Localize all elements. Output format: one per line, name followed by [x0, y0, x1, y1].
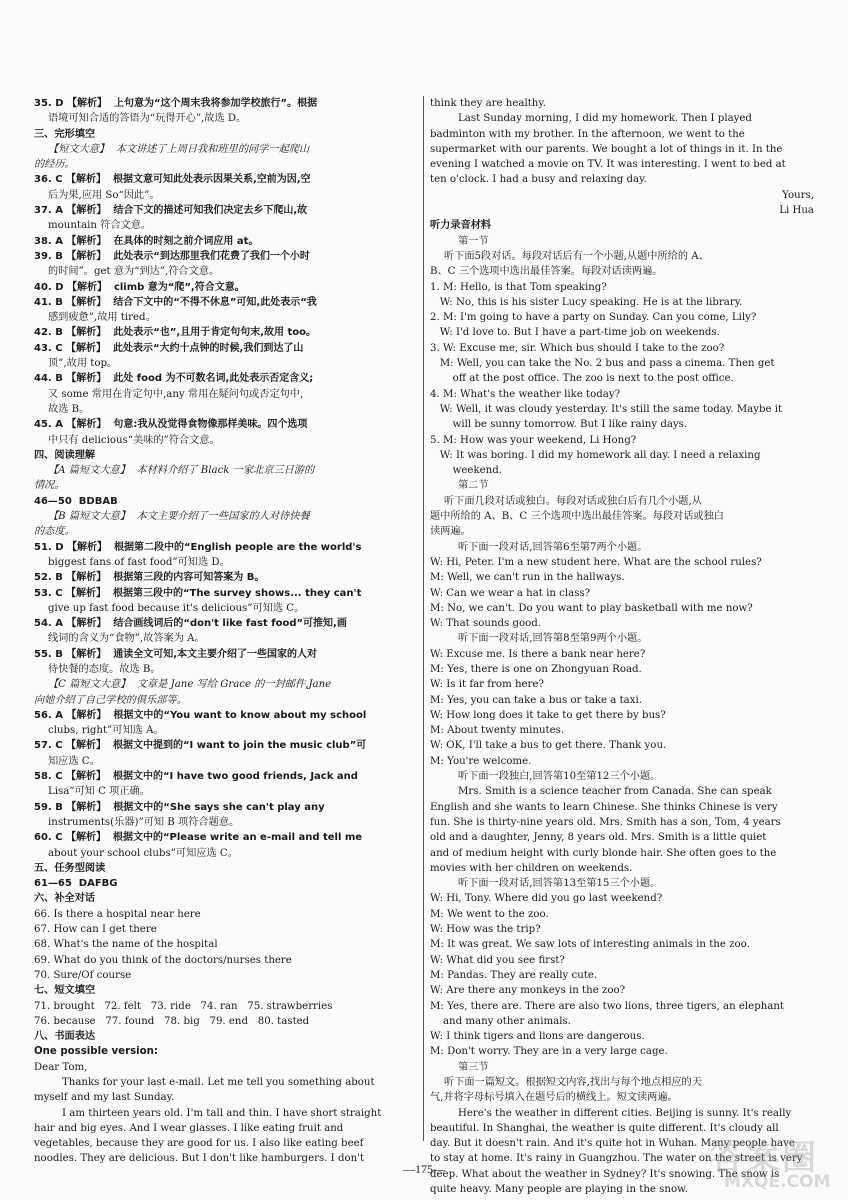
left-text-line: One possible version: [34, 1046, 158, 1058]
right-text-line: W: Excuse me. Is there a bank near here? [430, 648, 646, 660]
watermark-text-top: 答案圈 [710, 1138, 818, 1178]
right-text-line: W: Well, it was cloudy yesterday. It's still the same today. Maybe it [430, 403, 783, 415]
left-text-line: 【短文大意】 本文讲述了上周日我和班里的同学一起爬山 [48, 143, 310, 155]
right-text-line: B、C 三个选项中选出最佳答案。每段对话读两遍。 [430, 266, 663, 278]
left-text-line: 线词的含义为“食物”,故答案为 A。 [48, 633, 205, 645]
right-text-line: quite heavy. Many people are playing in the snow. [430, 1184, 688, 1196]
left-text-line: 67. How can I get there [34, 924, 157, 936]
right-text-line: Li Hua [779, 205, 814, 217]
right-text-line: W: Hi, Peter. I'm a new student here. What are the school rules? [430, 556, 762, 568]
right-text-line: W: It was boring. I did my homework all day. I need a relaxing [430, 449, 761, 461]
right-text-line: M: Pandas. They are really cute. [430, 969, 598, 981]
right-text-line: 4. M: What's the weather like today? [430, 388, 621, 400]
watermark-logo [700, 1130, 840, 1196]
left-text-line: 【B 篇短文大意】 本文主要介绍了一些国家的人对待快餐 [48, 511, 310, 523]
left-text-line: instruments(乐器)”可知 B 项符合题意。 [48, 816, 240, 828]
left-text-line: 六、补全对话 [34, 893, 96, 905]
left-text-line: 53. C 【解析】 根据第三段中的“The survey shows... they can't [34, 587, 362, 599]
left-column [34, 96, 418, 1167]
left-text-line: 60. C 【解析】 根据文中的“Please write an e-mail and tell me [34, 832, 363, 844]
right-text-line: to stay at home. It's rainy in Guangzhou. The water on the street is very [430, 1153, 803, 1165]
right-text-line: M: Don't worry. They are in a very large cage. [430, 1046, 668, 1058]
left-text-line: 69. What do you think of the doctors/nurses there [34, 954, 292, 966]
left-text-line: 向她介绍了自己学校的俱乐部等。 [34, 694, 187, 706]
left-text-line: clubs, right”可知选 A。 [48, 725, 164, 737]
right-text-line: 听下面一篇短文。根据短文内容,找出与每个地点相应的天 [444, 1077, 702, 1088]
left-text-line: 【C 篇短文大意】 文章是 Jane 写给 Grace 的一封邮件,Jane [48, 679, 332, 691]
left-text-line: noodles. They are delicious. But I don't like hamburgers. I don't [34, 1153, 365, 1165]
right-text-line: 听下面5段对话。每段对话后有一个小题,从题中所给的 A、 [444, 250, 709, 262]
right-text-line: W: How long does it take to get there by bus? [430, 709, 666, 721]
right-text-line: English and she wants to learn Chinese. She thinks Chinese is very [430, 801, 778, 813]
right-text-line: W: I'd love to. But I have a part-time job on weekends. [430, 327, 720, 339]
right-text-line: Here's the weather in different cities. Beijing is sunny. It's really [458, 1107, 792, 1119]
left-text-line: 59. B 【解析】 根据文中的“She says she can't play any [34, 801, 325, 813]
left-text-line: give up fast food because it's delicious”可知选 C。 [48, 602, 305, 614]
right-column [430, 96, 814, 1197]
left-text-line: 61—65 DAFBG [34, 878, 118, 890]
right-text-line: 读两遍。 [430, 526, 471, 538]
left-text-line: 58. C 【解析】 根据文中的“I have two good friends, Jack and [34, 771, 358, 783]
right-text-line: will be sunny tomorrow. But I like rainy days. [430, 419, 688, 431]
left-text-line: about your school clubs”可知应选 C。 [48, 847, 238, 859]
right-text-line: 题中所给的 A、B、C 三个选项中选出最佳答案。每段对话或独白 [430, 511, 724, 523]
left-text-line: 后为果,应用 So“因此”。 [48, 189, 160, 201]
right-text-line: W: Can we wear a hat in class? [430, 587, 591, 599]
left-text-line: 44. B 【解析】 此处 food 为不可数名词,此处表示否定含义; [34, 373, 314, 385]
right-text-line: off at the post office. The zoo is next to the post office. [430, 373, 734, 385]
left-text-line: 中只有 delicious“美味的”符合文意。 [48, 434, 220, 446]
left-text-line: 的时间”。get 意为“到达”,符合文意。 [48, 266, 220, 278]
left-text-line: biggest fans of fast food”可知选 D。 [48, 556, 230, 568]
left-text-line: 的态度。 [34, 526, 75, 538]
left-text-line: 五、任务型阅读 [34, 862, 106, 874]
right-text-line: movies with her children on weekends. [430, 862, 633, 874]
left-text-line: vegetables, because they are good for us. I also like eating beef [34, 1138, 364, 1150]
left-text-line: 故选 B。 [48, 403, 90, 415]
right-text-line: 5. M: How was your weekend, Li Hong? [430, 434, 637, 446]
left-text-line: 八、书面表达 [34, 1031, 96, 1043]
left-text-line: 56. A 【解析】 根据文中的“You want to know about my school [34, 709, 367, 721]
right-text-line: 听下面几段对话或独白。每段对话或独白后有几个小题,从 [444, 495, 702, 507]
right-text-line: M: Well, you can take the No. 2 bus and pass a cinema. Then get [430, 358, 775, 370]
right-text-line: evening I watched a movie on TV. It was interesting. I went to bed at [430, 159, 786, 171]
right-text-line: badminton with my brother. In the afternoon, we went to the [430, 128, 745, 140]
left-text-line: 待快餐的态度。故选 B。 [48, 663, 161, 675]
right-text-line: Last Sunday morning, I did my homework. Then I played [458, 113, 752, 125]
left-text-line: Dear Tom, [34, 1061, 88, 1073]
left-text-line: 39. B 【解析】 此处表示“到达那里我们花费了我们一个小时 [34, 250, 310, 262]
right-text-line: W: Is it far from here? [430, 679, 544, 691]
right-text-line: weekend. [430, 465, 502, 477]
right-text-line: day. But it doesn't rain. And it's quite hot in Wuhan. Many people have [430, 1138, 795, 1150]
left-text-line: 【A 篇短文大意】 本材料介绍了 Black 一家北京三日游的 [48, 465, 315, 477]
left-text-line: Lisa”可知 C 项正确。 [48, 786, 150, 798]
right-text-line: Yours, [782, 189, 814, 201]
left-text-line: 38. A 【解析】 在具体的时刻之前介词应用 at。 [34, 235, 259, 247]
right-text-line: M: We went to the zoo. [430, 908, 549, 920]
right-text-line: 听下面一段独白,回答第10至第12三个小题。 [458, 771, 661, 783]
left-text-line: 54. A 【解析】 结合画线词后的“don't like fast food”可推知,画 [34, 618, 347, 630]
left-text-line: 语境可知合适的答语为“玩得开心”,故选 D。 [48, 113, 247, 125]
right-text-line: 听下面一段对话,回答第6至第7两个小题。 [458, 541, 648, 553]
column-divider [423, 96, 424, 1141]
left-text-line: 46—50 BDBAB [34, 495, 118, 507]
left-text-line: 57. C 【解析】 根据文中提到的“I want to join the music club”可 [34, 740, 367, 752]
left-text-line: 41. B 【解析】 结合下文中的“不得不休息”可知,此处表示“我 [34, 296, 317, 308]
left-text-line: I am thirteen years old. I'm tall and thin. I have short straight [62, 1107, 382, 1119]
right-text-line: M: About twenty minutes. [430, 725, 565, 737]
right-text-line: supermarket with our parents. We bought a lot of things in it. In the [430, 143, 783, 155]
left-text-line: 七、短文填空 [34, 985, 96, 997]
right-text-line: deep. What about the weather in Sydney? It's snowing. The snow is [430, 1168, 780, 1180]
right-text-line: M: Well, we can't run in the hallways. [430, 572, 625, 584]
right-text-line: W: Are there any monkeys in the zoo? [430, 985, 626, 997]
right-text-line: W: No, this is his sister Lucy speaking. He is at the library. [430, 296, 743, 308]
left-text-line: Thanks for your last e-mail. Let me tell you something about [62, 1077, 375, 1088]
left-text-line: 36. C 【解析】 根据文意可知此处表示因果关系,空前为因,空 [34, 174, 311, 186]
right-text-line: beautiful. In Shanghai, the weather is quite different. It's cloudy all [430, 1122, 779, 1134]
right-text-line: old and a daughter, Jenny, 8 years old. Mrs. Smith is a little quiet [430, 832, 767, 844]
right-text-line: fun. She is thirty-nine years old. Mrs. Smith has a son, Tom, 4 years [430, 816, 781, 828]
right-text-line: W: Hi, Tony. Where did you go last weekend? [430, 893, 663, 905]
left-text-line: 68. What's the name of the hospital [34, 939, 218, 951]
page-number: —175— [403, 1162, 445, 1176]
left-text-line: 51. D 【解析】 根据第二段中的“English people are the world's [34, 541, 362, 553]
right-text-line: 第二节 [458, 480, 489, 492]
left-text-line: hair and big eyes. And I wear glasses. I like eating fruit and [34, 1122, 344, 1134]
right-text-line: 第三节 [458, 1061, 489, 1073]
left-text-line: 顶”,故用 top。 [48, 358, 118, 370]
right-text-line: Mrs. Smith is a science teacher from Canada. She can speak [458, 786, 772, 798]
right-text-line: M: Yes, there are. There are also two lions, three tigers, an elephant [430, 1000, 785, 1012]
left-text-line: 又 some 常用在肯定句中,any 常用在疑问句或否定句中, [48, 388, 304, 400]
right-text-line: 2. M: I'm going to have a party on Sunday. Can you come, Lily? [430, 312, 757, 324]
left-text-line: 55. B 【解析】 通读全文可知,本文主要介绍了一些国家的人对 [34, 648, 318, 660]
left-text-line: 71. brought 72. felt 73. ride 74. ran 75. strawberries [34, 1000, 333, 1012]
left-text-line: 76. because 77. found 78. big 79. end 80. tasted [34, 1015, 310, 1027]
right-text-line: 3. W: Excuse me, sir. Which bus should I take to the zoo? [430, 342, 725, 354]
right-text-line: W: OK, I'll take a bus to get there. Thank you. [430, 740, 667, 752]
right-text-line: 听下面一段对话,回答第13至第15三个小题。 [458, 878, 661, 890]
left-text-line: 的经历。 [34, 159, 75, 171]
right-text-line: 气,并将字母标号填入在题号后的横线上。短文读两遍。 [430, 1092, 678, 1104]
right-text-line: and of medium height with curly blonde hair. She often goes to the [430, 847, 777, 859]
left-text-line: 37. A 【解析】 结合下文的描述可知我们决定去乡下爬山,故 [34, 205, 308, 217]
right-text-line: W: What did you see first? [430, 954, 565, 966]
right-text-line: M: Yes, you can take a bus or take a taxi. [430, 694, 642, 706]
right-text-line: M: No, we can't. Do you want to play basketball with me now? [430, 602, 753, 614]
left-text-line: myself and my last Sunday. [34, 1092, 175, 1104]
right-text-line: 听下面一段对话,回答第8至第9两个小题。 [458, 633, 648, 645]
left-text-line: 70. Sure/Of course [34, 969, 132, 981]
right-text-line: M: Yes, there is one on Zhongyuan Road. [430, 663, 642, 675]
right-text-line: 1. M: Hello, is that Tom speaking? [430, 281, 607, 293]
left-text-line: mountain 符合文意。 [48, 220, 152, 232]
left-text-line: 情况。 [34, 480, 65, 492]
right-text-line: M: It was great. We saw lots of interesting animals in the zoo. [430, 939, 750, 951]
right-text-line: 听力录音材料 [430, 220, 492, 232]
left-text-line: 52. B 【解析】 根据第三段的内容可知答案为 B。 [34, 572, 265, 584]
watermark-text-bottom: MXQE.COM [724, 1172, 831, 1192]
left-text-line: 35. D 【解析】 上句意为“这个周末我将参加学校旅行”。根据 [34, 98, 318, 109]
left-text-line: 三、完形填空 [34, 128, 96, 140]
right-text-line: and many other animals. [430, 1015, 571, 1027]
right-text-line: ten o'clock. I had a busy and relaxing day. [430, 174, 647, 186]
left-text-line: 感到疲惫”,故用 tired。 [48, 312, 156, 324]
left-text-line: 42. B 【解析】 此处表示“也”,且用于肯定句句末,故用 too。 [34, 327, 317, 339]
right-text-line: 第一节 [458, 235, 489, 247]
right-text-line: W: I think tigers and lions are dangerous. [430, 1031, 645, 1043]
left-text-line: 66. Is there a hospital near here [34, 908, 201, 920]
right-text-line: think they are healthy. [430, 98, 546, 109]
right-text-line: W: That sounds good. [430, 618, 542, 630]
left-text-line: 40. D 【解析】 climb 意为“爬”,符合文意。 [34, 281, 245, 293]
left-text-line: 知应选 C。 [48, 755, 100, 767]
left-text-line: 43. C 【解析】 此处表示“大约十点钟的时候,我们到达了山 [34, 342, 304, 354]
left-text-line: 45. A 【解析】 句意:我从没觉得食物像那样美味。四个选项 [34, 419, 308, 431]
right-text-line: W: How was the trip? [430, 924, 541, 936]
right-text-line: M: You're welcome. [430, 755, 532, 767]
left-text-line: 四、阅读理解 [34, 449, 96, 461]
